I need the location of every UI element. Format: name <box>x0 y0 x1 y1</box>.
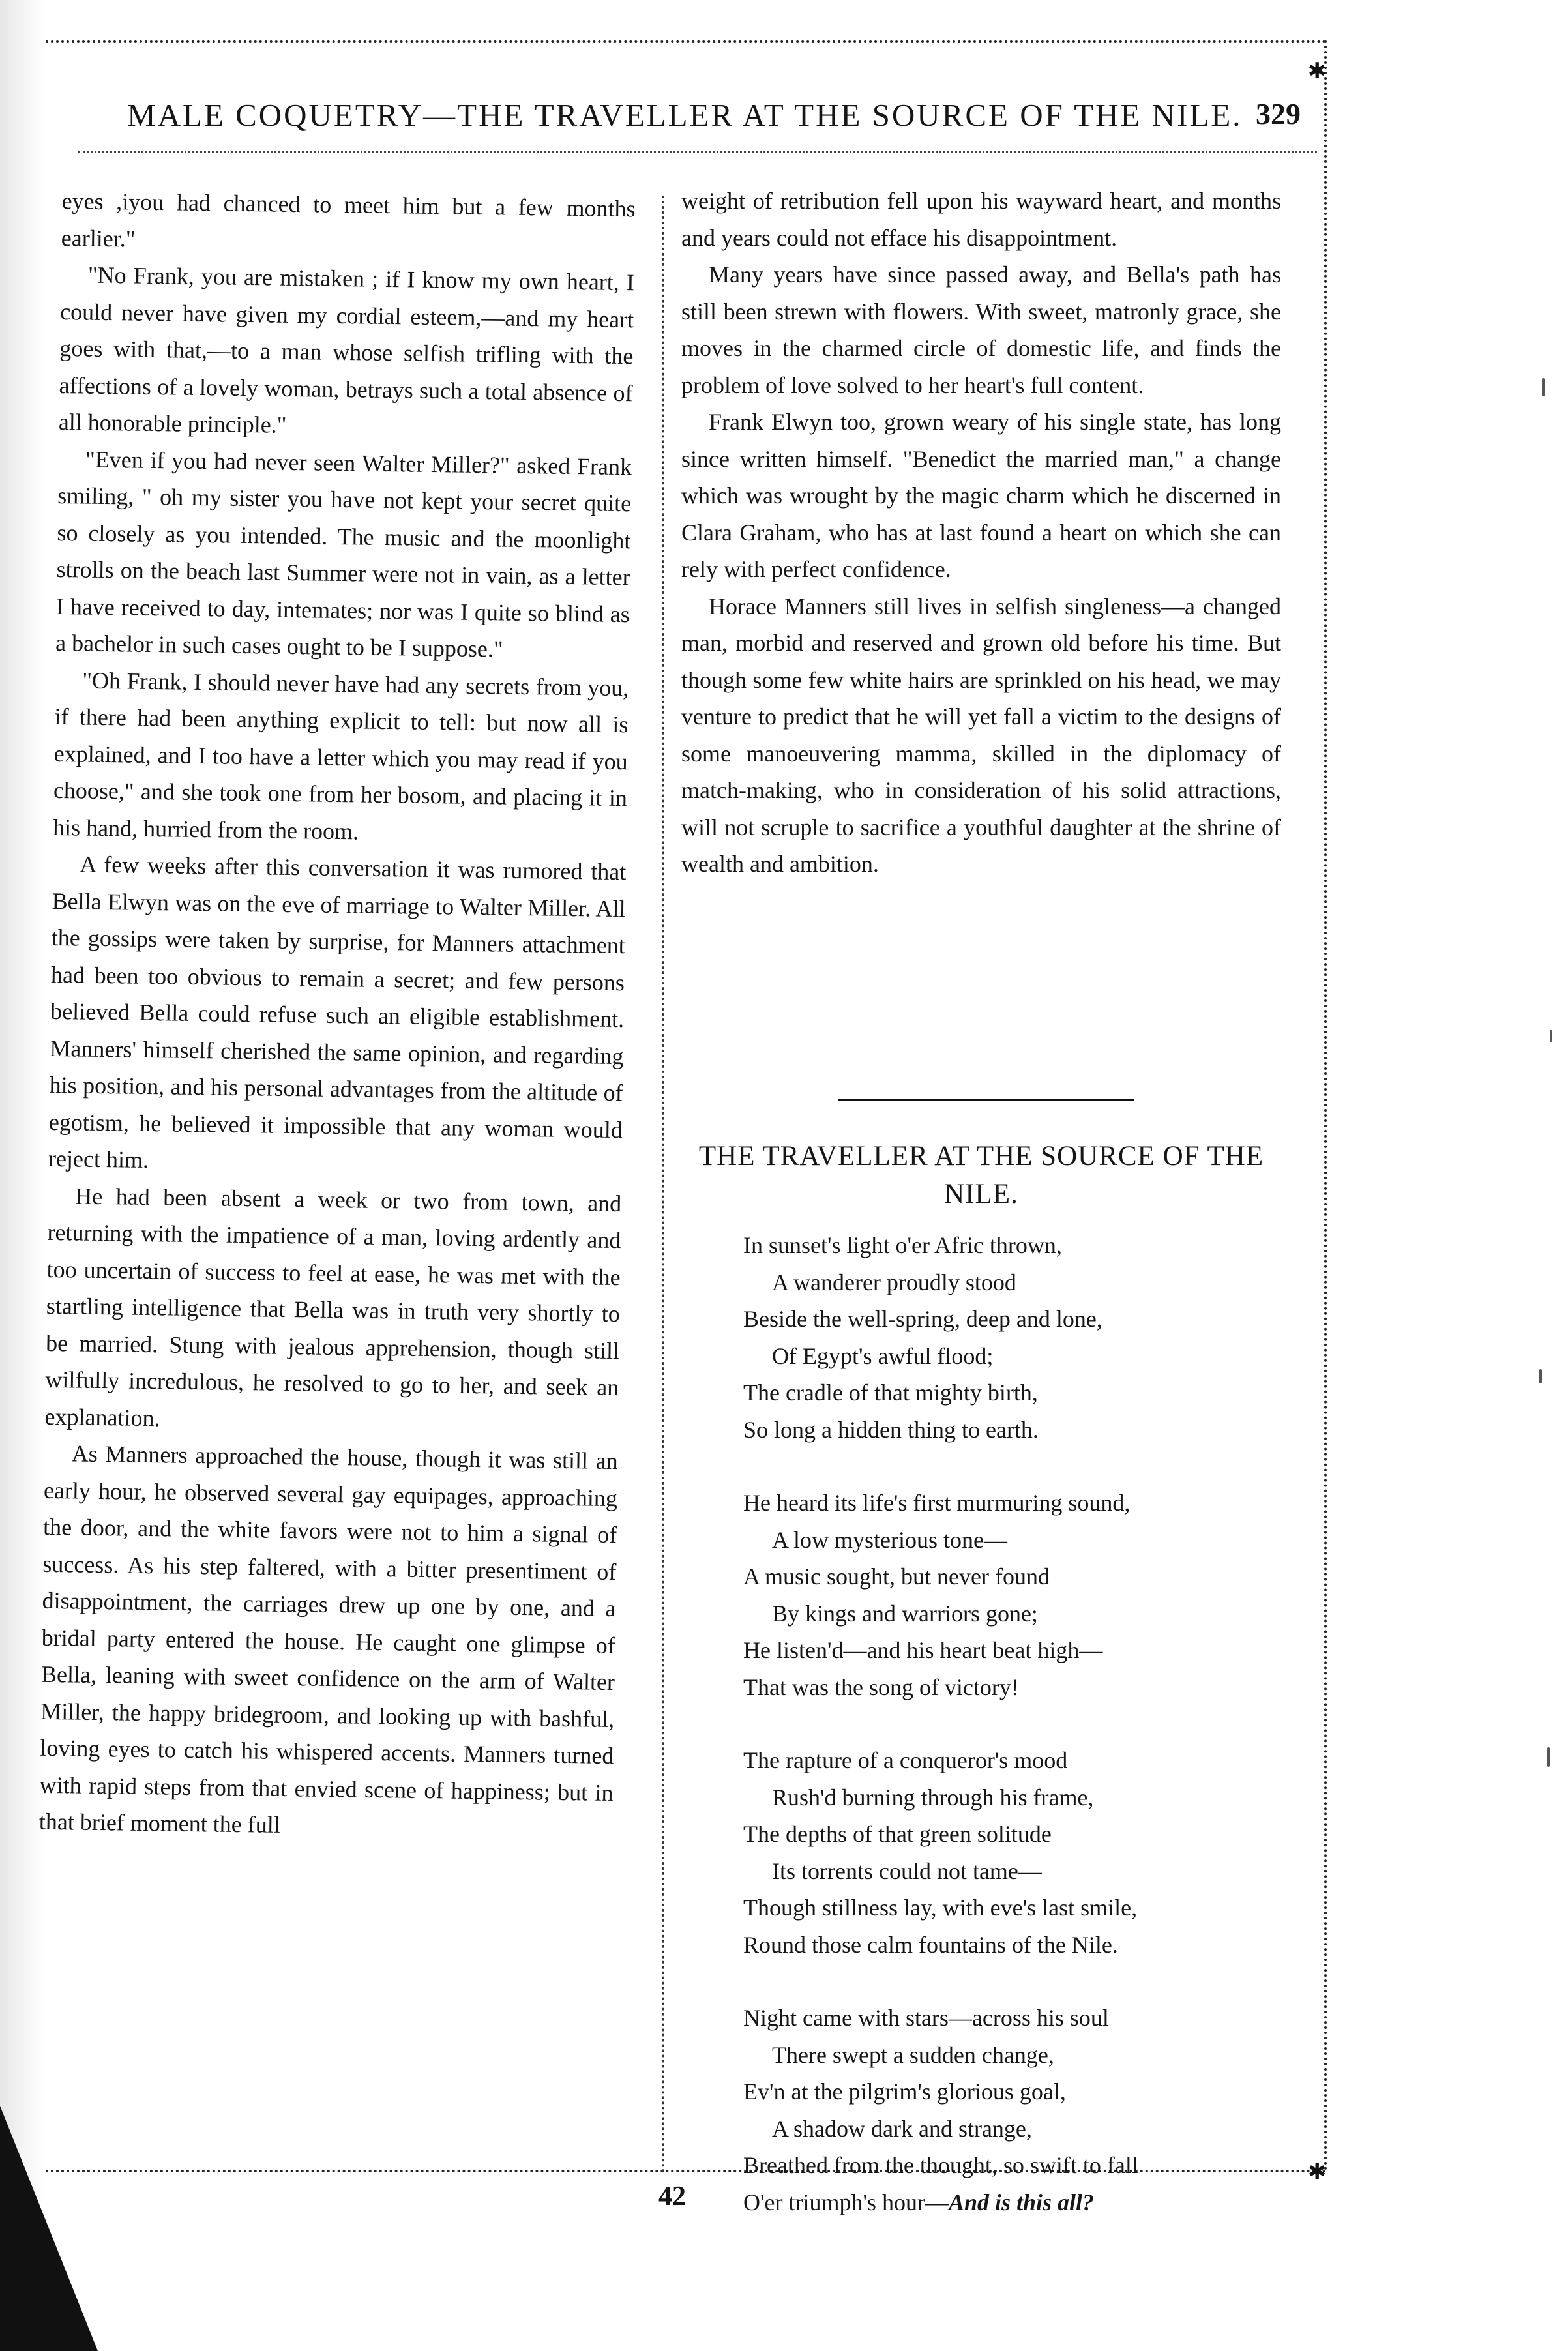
poem-line: A music sought, but never found <box>743 1563 1050 1590</box>
running-title: MALE COQUETRY—THE TRAVELLER AT THE SOURCE OF THE NILE. <box>127 97 1243 133</box>
paragraph: "Even if you had never seen Walter Miller?" asked Frank smiling, " oh my sister you have not kept your secret quite so closely as you intended. The music and the moonlight strolls on the beach last Summer were not in vain, as a letter I have received to day, intemates; nor was I quite so blind as a bachelor in such cases ought to be I suppose." <box>55 446 632 662</box>
scan-specks <box>1535 261 1561 2086</box>
paragraph: He had been absent a week or two from town, and returning with the impatience of a man, loving ardently and too uncertain of success to feel at ease, he was met with the startling intelligence that Bella was in truth very shortly to be married. Stung with jealous apprehension, though still wilfully incredulous, he resolved to go to her, and seek an explanation. <box>44 1182 622 1431</box>
poem-line: Though stillness lay, with eve's last smile, <box>743 1895 1138 1921</box>
poem-line: A wanderer proudly stood <box>772 1269 1016 1295</box>
poem-line: The rapture of a conqueror's mood <box>743 1747 1068 1773</box>
column-divider <box>662 196 664 2174</box>
page-number: 329 <box>1256 97 1301 130</box>
poem-line: That was the song of victory! <box>743 1674 1019 1700</box>
poem-line: A low mysterious tone— <box>772 1526 1007 1553</box>
poem-line: He listen'd—and his heart beat high— <box>743 1637 1103 1663</box>
poem-line: The cradle of that mighty birth, <box>743 1380 1038 1406</box>
poem-line: Rush'd burning through his frame, <box>772 1784 1094 1811</box>
poem-line: Ev'n at the pilgrim's glorious goal, <box>743 2078 1066 2105</box>
folio-number: 42 <box>658 2181 686 2211</box>
poem-line <box>743 2184 1278 2221</box>
poem-line: Night came with stars—across his soul <box>743 2005 1109 2031</box>
scan-speck <box>1539 1369 1542 1383</box>
scan-speck <box>1547 1747 1550 1767</box>
poem-title: THE TRAVELLER AT THE SOURCE OF THE NILE. <box>698 1141 1264 1209</box>
ornament-star-icon: ✱ <box>1308 58 1327 84</box>
scan-speck <box>1550 1030 1552 1042</box>
poem-stanza <box>743 1485 1278 1706</box>
paragraph: "No Frank, you are mistaken ; if I know my own heart, I could never have given my cordial esteem,—and my heart goes with that,—to a man whose selfish trifling with the affections of a lovely woman, betrays such a total absence of all honorable principle." <box>58 261 635 438</box>
poem-line-text: O'er triumph's hour— <box>743 2189 949 2215</box>
right-column <box>681 183 1281 883</box>
paragraph: Many years have since passed away, and Bella's path has still been strewn with flowers. With sweet, matronly grace, she moves in the charmed circle of domestic life, and finds the problem of love solved to her heart's full content. <box>681 261 1281 398</box>
poem-line: So long a hidden thing to earth. <box>743 1416 1039 1443</box>
poem-line: Round those calm fountains of the Nile. <box>743 1931 1118 1958</box>
poem-stanza <box>743 1227 1278 1448</box>
paragraph: Horace Manners still lives in selfish singleness—a changed man, morbid and reserved and grown old before his time. But though some few white hairs are sprinkled on his head, we may venture to predict that he will yet fall a victim to the designs of some manoeuvering mamma, skilled in the diplomacy of match-making, who in consideration of his solid attractions, will not scruple to sacrifice a youthful daughter at the shrine of wealth and ambition. <box>681 593 1281 877</box>
poem-line: Of Egypt's awful flood; <box>772 1342 994 1369</box>
poem-line: Beside the well-spring, deep and lone, <box>743 1306 1102 1332</box>
poem-line: Its torrents could not tame— <box>772 1857 1042 1884</box>
header-rule <box>78 151 1317 153</box>
left-column <box>39 183 636 1848</box>
paragraph: As Manners approached the house, though it was still an early hour, he observed several gay equipages, approaching the door, and the white favors were not to him a signal of success. As his step faltered, with a bitter presentiment of disappointment, the carriages drew up one by one, and a bridal party entered the house. He caught one glimpse of Bella, leaning with sweet confidence on the arm of Walter Miller, the happy bridegroom, and looking up with bashful, loving eyes to catch his whispered accents. Manners turned with rapid steps from that envied scene of happiness; but in that brief moment the full <box>38 1440 618 1838</box>
poem-closing-italic: And is this all? <box>948 2189 1095 2215</box>
paragraph: Frank Elwyn too, grown weary of his single state, has long since written himself. "Benedict the married man," a change which was wrought by the magic charm which he discerned in Clara Graham, who has at last found a heart on which she can rely with perfect confidence. <box>681 409 1281 582</box>
scan-speck <box>1542 378 1545 396</box>
poem-line: Breathed from the thought, so swift to fall <box>743 2152 1138 2178</box>
poem-line: There swept a sudden change, <box>772 2041 1054 2068</box>
poem-stanza <box>743 2000 1278 2221</box>
poem <box>743 1227 1278 2257</box>
paragraph: eyes ,iyou had chanced to meet him but a few months earlier." <box>61 187 636 252</box>
poem-line: He heard its life's first murmuring sound, <box>743 1490 1131 1516</box>
paragraph: "Oh Frank, I should never have had any secrets from you, if there had been anything explicit to tell: but now all is explained, and I too have a letter which you may read if you choose," and she took one from her bosom, and placing it in his hand, hurried from the room. <box>52 667 629 844</box>
paragraph: A few weeks after this conversation it was rumored that Bella Elwyn was on the eve of marriage to Walter Miller. All the gossips were taken by surprise, for Manners attachment had been too obvious to remain a secret; and few persons believed Bella could refuse such an eligible establishment. Manners' himself cherished the same opinion, and regarding his position, and his personal advantages from the altitude of egotism, he believed it impossible that any woman would reject him. <box>48 851 627 1174</box>
poem-line: The depths of that green solitude <box>743 1821 1052 1847</box>
poem-line: A shadow dark and strange, <box>772 2115 1032 2142</box>
section-divider <box>838 1099 1134 1101</box>
page-edge <box>0 0 46 2351</box>
ornament-star-icon: ✱ <box>1308 2159 1327 2185</box>
poem-stanza <box>743 1742 1278 1963</box>
poem-line: In sunset's light o'er Afric thrown, <box>743 1232 1062 1258</box>
poem-line: By kings and warriors gone; <box>772 1600 1038 1627</box>
page-header <box>127 96 1301 149</box>
paragraph: weight of retribution fell upon his wayward heart, and months and years could not efface his disappointment. <box>681 188 1281 251</box>
